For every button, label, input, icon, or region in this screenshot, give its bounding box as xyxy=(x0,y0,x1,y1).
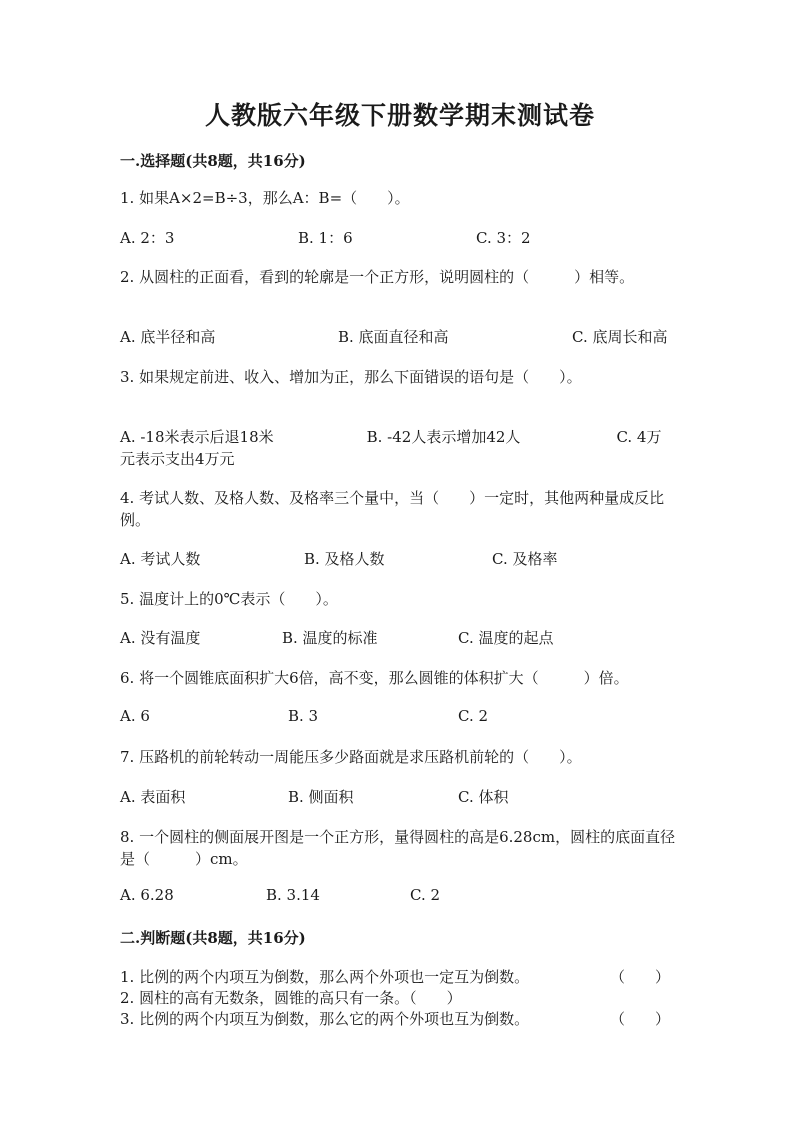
question-text: 7. 压路机的前轮转动一周能压多少路面就是求压路机前轮的（ ）。 xyxy=(120,748,582,766)
option-a[interactable]: A. 2：3 xyxy=(120,229,175,247)
judgment-item xyxy=(120,987,680,1009)
option-b[interactable]: B. 3 xyxy=(288,707,319,725)
page-title: 人教版六年级下册数学期末测试卷 xyxy=(204,101,595,130)
option-c[interactable]: C. 底周长和高 xyxy=(572,328,668,346)
question-options xyxy=(120,627,680,649)
option-b[interactable]: B. -42人表示增加42人 xyxy=(366,428,521,446)
option-b[interactable]: B. 1：6 xyxy=(298,229,353,247)
option-a[interactable]: A. -18米表示后退18米 xyxy=(120,428,274,446)
option-b[interactable]: B. 侧面积 xyxy=(288,788,354,806)
judgment-item xyxy=(120,966,680,988)
question-text: 3. 如果规定前进、收入、增加为正，那么下面错误的语句是（ ）。 xyxy=(120,368,582,386)
option-a[interactable]: A. 考试人数 xyxy=(120,550,201,568)
option-a[interactable]: A. 6.28 xyxy=(120,886,174,904)
option-c[interactable]: C. 2 xyxy=(458,707,489,725)
option-c[interactable]: C. 温度的起点 xyxy=(458,629,554,647)
option-b[interactable]: B. 3.14 xyxy=(266,886,320,904)
option-b[interactable]: B. 底面直径和高 xyxy=(338,328,449,346)
question-text: 1. 如果A×2=B÷3，那么A：B=（ ）。 xyxy=(120,189,410,207)
judgment-item xyxy=(120,1008,680,1030)
section-heading-judgment: 二.判断题(共8题，共16分) xyxy=(120,929,306,947)
question-options xyxy=(120,227,680,249)
option-c[interactable]: C. 及格率 xyxy=(492,550,558,568)
question-text: 2. 从圆柱的正面看，看到的轮廓是一个正方形，说明圆柱的（ ）相等。 xyxy=(120,268,635,286)
option-a[interactable]: A. 表面积 xyxy=(120,788,186,806)
option-c[interactable]: C. 体积 xyxy=(458,788,509,806)
option-a[interactable]: A. 没有温度 xyxy=(120,629,201,647)
option-a[interactable]: A. 6 xyxy=(120,707,150,725)
question-options xyxy=(120,886,680,908)
question-text: 4. 考试人数、及格人数、及格率三个量中，当（ ）一定时，其他两种量成反比例。 xyxy=(120,489,665,529)
option-b[interactable]: B. 及格人数 xyxy=(304,550,385,568)
question-options xyxy=(120,786,680,808)
judgment-text: 2. 圆柱的高有无数条，圆锥的高只有一条。（ ） xyxy=(120,989,462,1007)
question-options xyxy=(120,326,680,348)
option-b[interactable]: B. 温度的标准 xyxy=(282,629,378,647)
question-text: 6. 将一个圆锥底面积扩大6倍，高不变，那么圆锥的体积扩大（ ）倍。 xyxy=(120,669,629,687)
judgment-text: 1. 比例的两个内项互为倒数，那么两个外项也一定互为倒数。 xyxy=(120,968,530,986)
question-options xyxy=(120,548,680,570)
option-c[interactable]: C. 2 xyxy=(410,886,441,904)
option-a[interactable]: A. 底半径和高 xyxy=(120,328,216,346)
section-heading-choice: 一.选择题(共8题，共16分) xyxy=(120,152,306,170)
question-text: 5. 温度计上的0℃表示（ ）。 xyxy=(120,590,338,608)
option-c[interactable]: C. 4万元表示支出4万元 xyxy=(120,428,662,468)
option-c[interactable]: C. 3：2 xyxy=(476,229,531,247)
answer-parentheses[interactable]: （ ） xyxy=(609,1010,670,1028)
judgment-text: 3. 比例的两个内项互为倒数，那么它的两个外项也互为倒数。 xyxy=(120,1010,530,1028)
question-options xyxy=(120,707,680,729)
question-text: 8. 一个圆柱的侧面展开图是一个正方形，量得圆柱的高是6.28cm，圆柱的底面直径是（ ）cm。 xyxy=(120,828,676,868)
question-options xyxy=(120,426,670,470)
answer-parentheses[interactable]: （ ） xyxy=(609,968,670,986)
